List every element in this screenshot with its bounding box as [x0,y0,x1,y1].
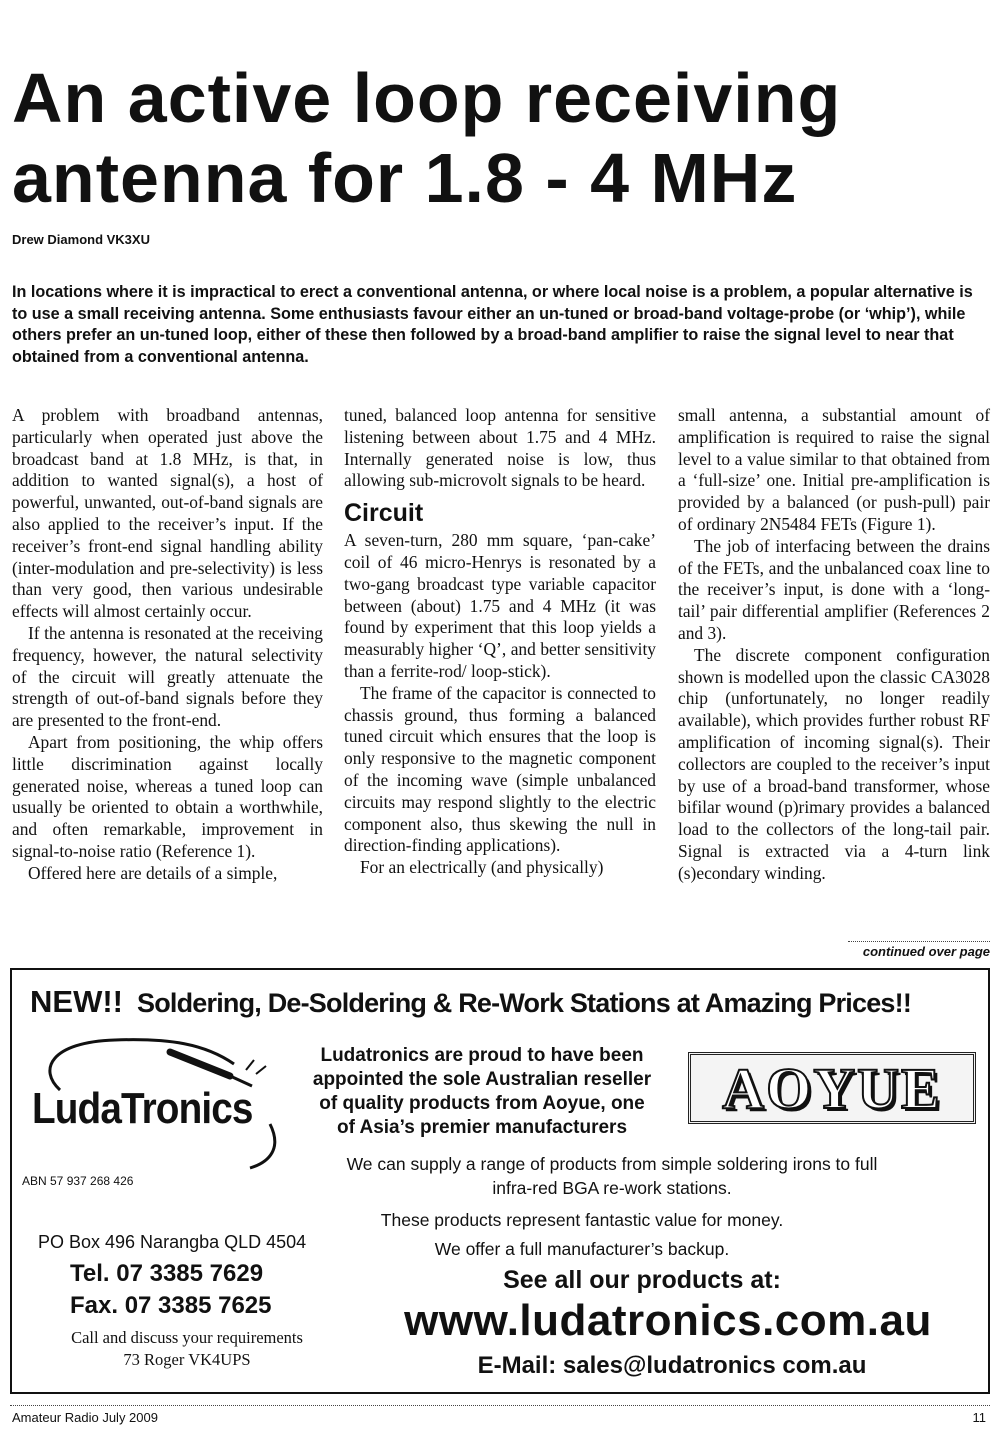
supply-text [282,1152,942,1200]
paragraph: small antenna, a substantial amount of amplification is required to raise the signal level to a value similar to that obtained from a ‘full-size’ one. Initial pre-amplification is provided by a balanced (or push-pull) pair of ordinary 2N5484 FETs (Figure 1). [678,405,990,534]
footer-divider [10,1405,990,1406]
paragraph: The discrete component configuration shown is modelled upon the classic CA3028 chip (unfortunately, no longer readily available), which provides further robust RF amplification of incoming signal(s). Their collectors are coupled to the receiver’s input by use of a broad-band transformer, whose bifilar wound (p)rimary provides a balanced load to the collectors of the long-tail pair. Signal is extracted via a 4-turn link (s)econdary winding. [678,644,990,883]
logo-wordmark: LudaTronics [32,1084,253,1133]
value-line: We offer a full manufacturer’s backup. [434,1239,730,1259]
website-url: www.ludatronics.com.au [404,1296,932,1345]
email-address: E-Mail: sales@ludatronics com.au [477,1352,867,1379]
article-column-3 [678,405,990,885]
paragraph: The frame of the capacitor is connected to chassis ground, thus forming a balanced tuned circuit which ensures that the loop is only responsive to the magnetic component of the incoming wave (simple unbalanced circuits may respond slightly to the electric component also, thus skewing the null in direction-finding applications). [344,682,656,856]
value-line: These products represent fantastic value for money. [380,1210,784,1230]
aoyue-logo: AOYUE [688,1052,976,1124]
section-heading-circuit: Circuit [344,499,424,528]
paragraph: A problem with broadband antennas, particularly when operated just above the broadcast band at 1.8 MHz, is that, in addition to wanted signal(s), a host of powerful, unwanted, out-of-band signals are also applied to the receiver’s input. If the receiver’s front-end signal handling ability (inter-modulation and pre-selectivity) is less than very good, then various undesirable effects will almost certainly occur. [12,405,323,622]
title-line-1: An active loop receiving [12,59,842,137]
see-all-products: See all our products at: [503,1266,781,1294]
page-number: 11 [972,1410,986,1425]
call-note: Call and discuss your requirements [71,1328,303,1347]
telephone-number: Tel. 07 3385 7629 [70,1260,264,1287]
abn-number: ABN 57 937 268 426 [22,1174,134,1188]
author-byline: Drew Diamond VK3XU [12,232,150,247]
value-text [342,1206,822,1264]
appoint-line: of Asia’s premier manufacturers [336,1117,628,1138]
article-title [12,58,992,218]
ludatronics-logo [20,1030,290,1180]
appointment-notice [282,1044,682,1140]
paragraph: tuned, balanced loop antenna for sensitive listening between about 1.75 and 4 MHz. Internally generated noise is low, thus allowing sub-microvolt signals to be heard. [344,405,656,491]
paragraph: A seven-turn, 280 mm square, ‘pan-cake’ coil of 46 micro-Henrys is resonated by a two-gang broadcast type variable capacitor between (about) 1.75 and 4 MHz (it was found by experiment that this loop yields a measurably higher ‘Q’, and better sensitivity than a ferrite-rod/ loop-stick). [344,530,656,681]
new-badge: NEW!! [30,984,123,1019]
supply-line: infra-red BGA re-work stations. [492,1178,732,1198]
paragraph: For an electrically (and physically) [360,857,604,878]
title-line-2: antenna for 1.8 - 4 MHz [12,139,798,217]
postal-address: PO Box 496 Narangba QLD 4504 [38,1232,307,1252]
appoint-line: Ludatronics are proud to have been [320,1045,644,1066]
appoint-line: of quality products from Aoyue, one [319,1093,645,1114]
divider [848,941,990,942]
appoint-line: appointed the sole Australian reseller [312,1069,652,1090]
article-column-1 [12,405,323,885]
ad-headline [30,984,980,1020]
publication-footer: Amateur Radio July 2009 [12,1410,158,1425]
paragraph: Offered here are details of a simple, [28,862,278,883]
paragraph: Apart from positioning, the whip offers little discrimination against locally generated noise, whereas a tuned loop can usually be oriented to obtain a worthwhile, and often remarkable, improvement in signal-to-noise ratio (Reference 1). [12,731,323,861]
paragraph: If the antenna is resonated at the receiving frequency, however, the natural selectivity of the circuit will greatly attenuate the strength of out-of-band signals before they are presented to the front-end. [12,622,323,731]
article-column-2 [344,405,656,879]
advertisement-box [10,968,990,1394]
supply-line: We can supply a range of products from simple soldering irons to full [346,1154,878,1174]
paragraph: The job of interfacing between the drains of the FETs, and the unbalanced coax line to the receiver’s input, is done with a ‘long-tail’ pair differential amplifier (References 2 and 3). [678,535,990,643]
continued-note: continued over page [862,944,990,959]
lead-paragraph: In locations where it is impractical to erect a conventional antenna, or where local noise is a problem, a popular alternative is to use a small receiving antenna. Some enthusiasts favour either an un-tuned or broad-band voltage-probe (or ‘whip’), while others prefer an un-tuned loop, either of these then followed by a broad-band amplifier to raise the signal level to near that obtained from a conventional antenna. [12,283,973,366]
contact-person: 73 Roger VK4UPS [123,1350,251,1369]
fax-number: Fax. 07 3385 7625 [70,1292,272,1319]
ad-headline-text: Soldering, De-Soldering & Re-Work Stations at Amazing Prices!! [136,988,912,1018]
